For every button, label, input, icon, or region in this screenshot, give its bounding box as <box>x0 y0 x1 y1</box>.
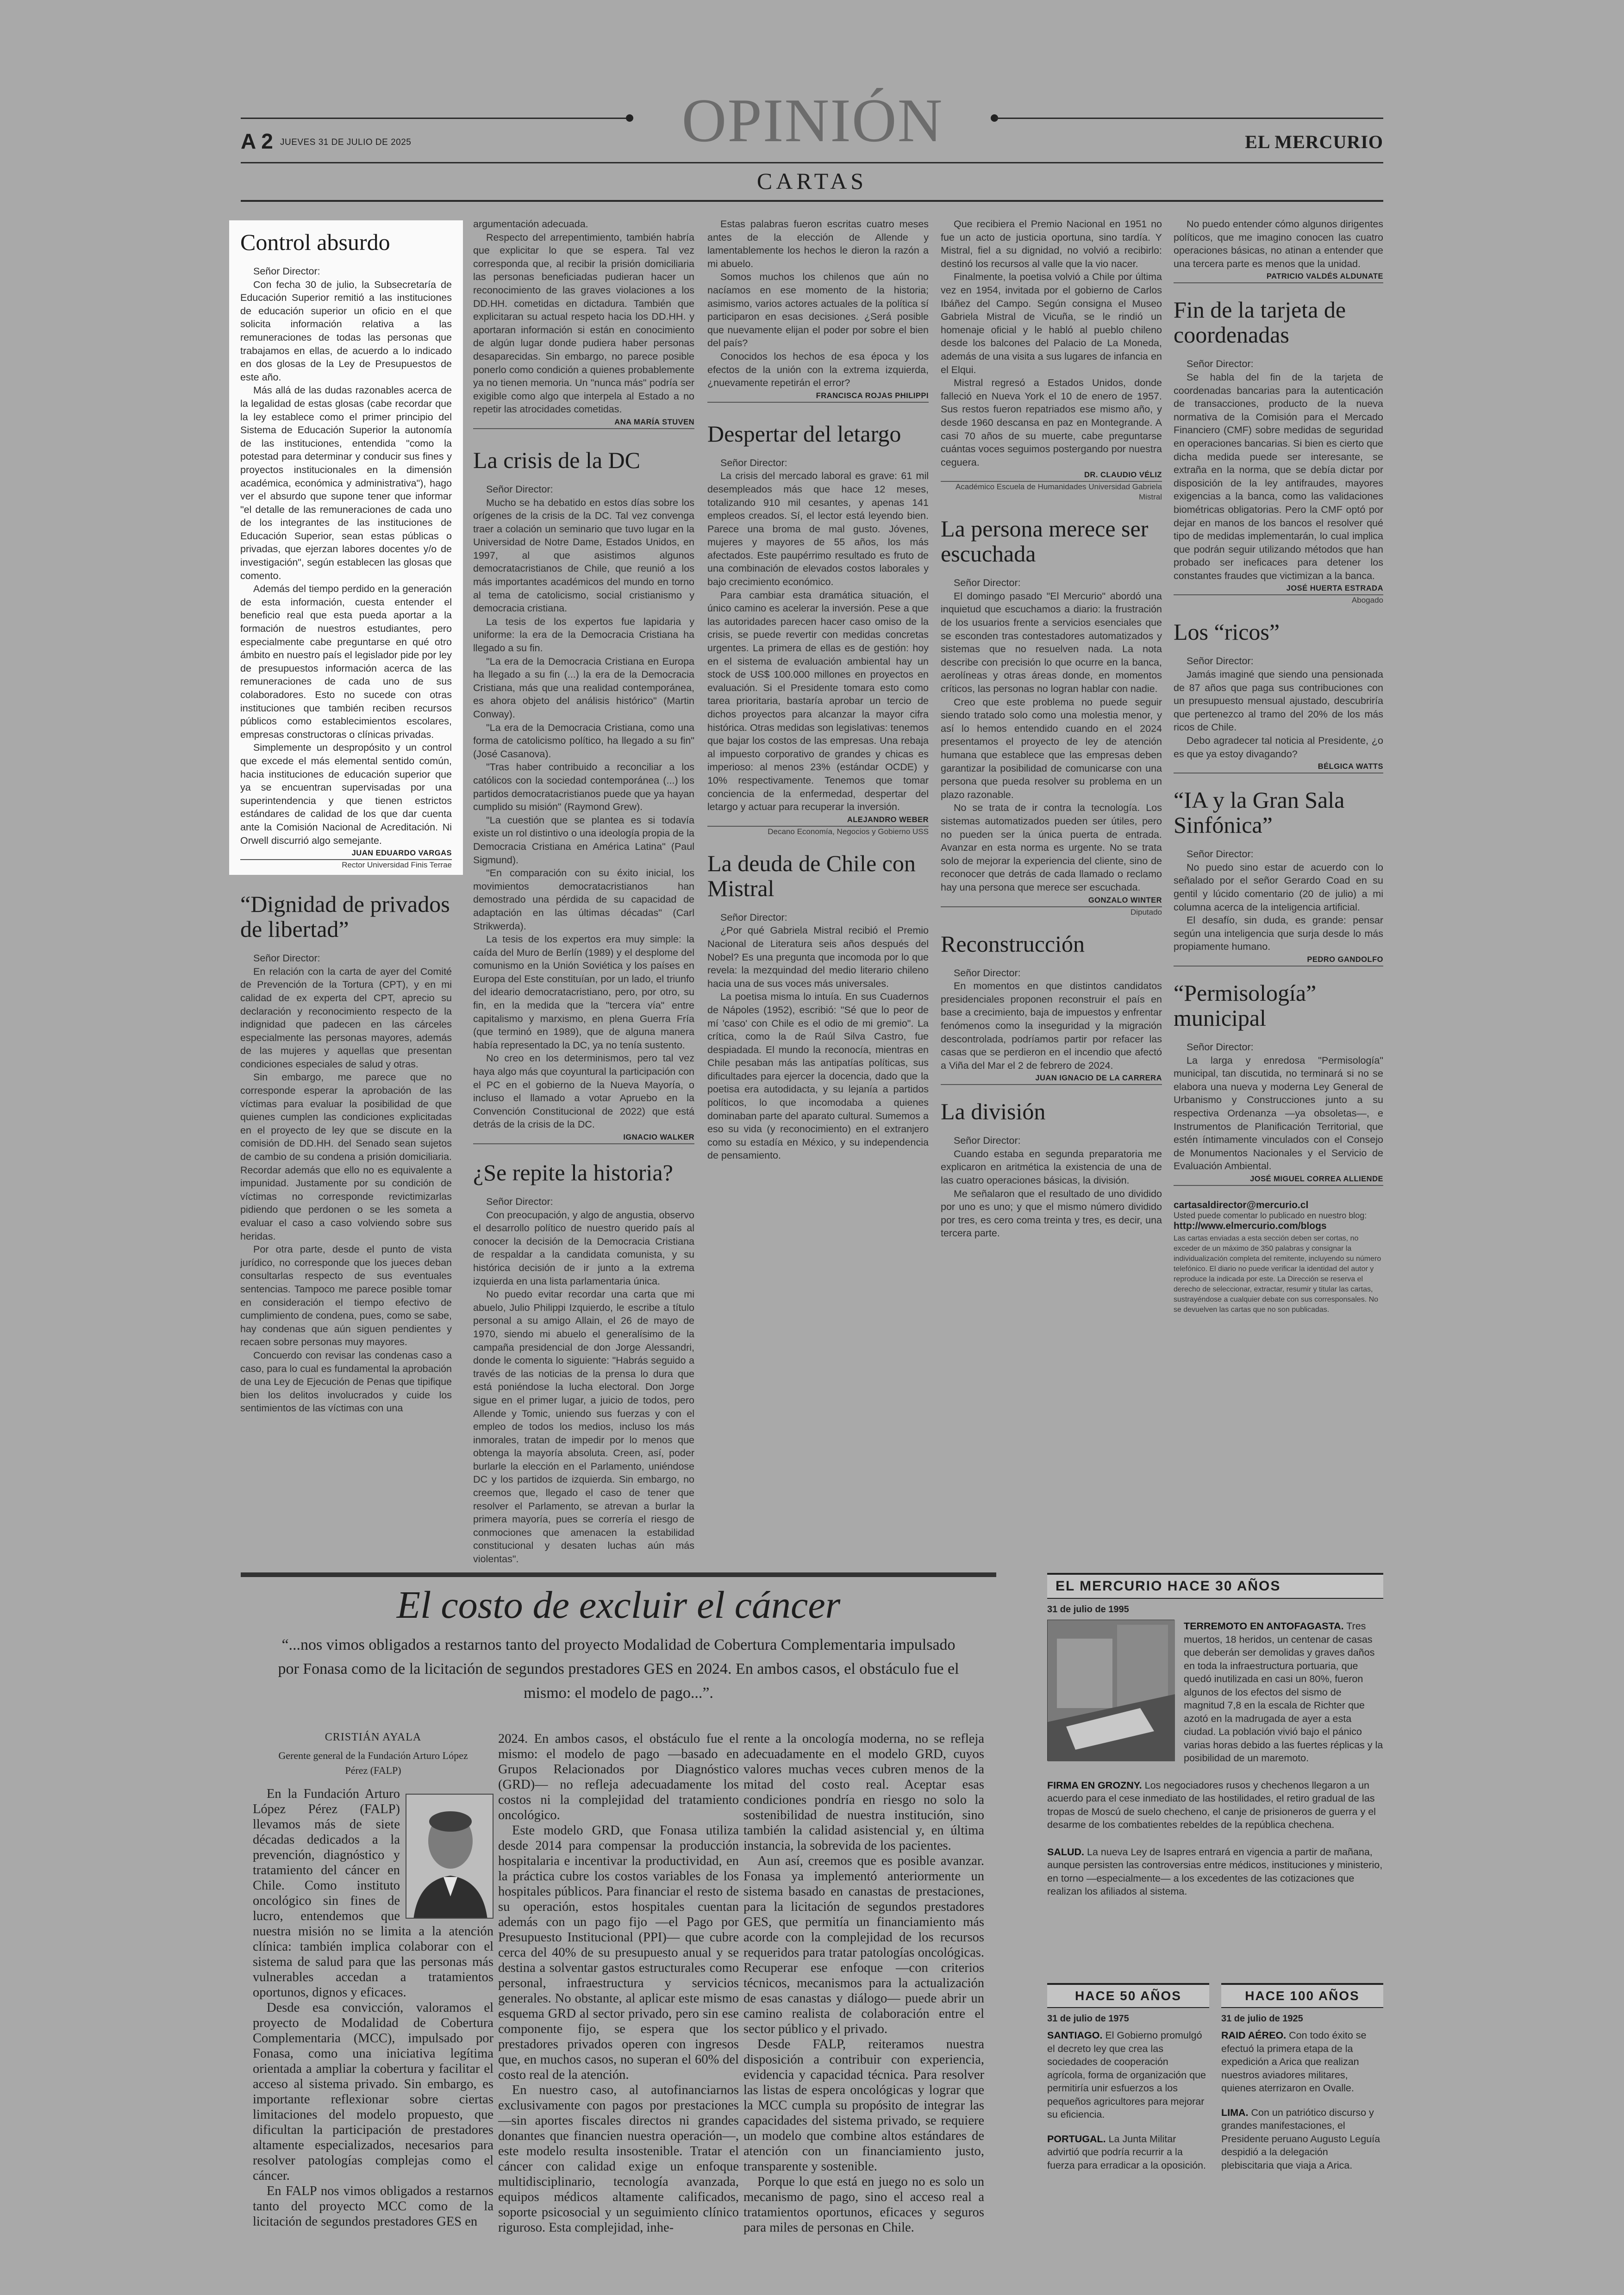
letter-salutation: Señor Director: <box>1187 1041 1254 1053</box>
history-item-text: Con todo éxito se efectuó la primera etapa de la expedición a Arica que realizan nuestros aviadores militares, quienes aterrizaron en Ovalle. <box>1221 2030 1367 2094</box>
history-50-body <box>1047 2029 1209 2172</box>
column-paragraph: 2024. En ambos casos, el obstáculo fue el mismo: el modelo de pago —basado en Grupos Relacionados por Diagnóstico (GRD)— no refleja adecuadamente los costos ni la complejidad del tratamiento oncológico. <box>498 1732 739 1822</box>
contact-box <box>1174 1200 1383 1315</box>
letter-body <box>707 456 929 814</box>
column-paragraph: Este modelo GRD, que Fonasa utiliza desde 2014 para compensar la producción hospitalaria e incentivar la productividad, en la práctica cubre los costos variables de los hospitales públicos. Para financiar el resto de su operación, estos hospitales cuentan además con un pago fijo —el Pago por Presupuesto Institucional (PPI)— que cubre cerca del 40% de su presupuesto anual y se destina a solventar gastos estructurales como personal, infraestructura y servicios generales. No obstante, al aplicar este mismo esquema GRD al sector privado, pero sin ese componente fijo, se espera que los prestadores privados operen con ingresos que, en muchos casos, no superan el 60% del costo real de la atención. <box>498 1823 739 2082</box>
letter-signature: FRANCISCA ROJAS PHILIPPI <box>707 392 929 403</box>
letter-body <box>707 218 929 390</box>
letter-signature: JUAN EDUARDO VARGAS <box>240 849 452 860</box>
letter-body <box>1174 848 1383 954</box>
history-item-text: Tres muertos, 18 heridos, un centenar de casas que deberán ser demolidas y graves daños en toda la infraestructura portuaria, que quedó inutilizada en casi un 80%, fueron algunos de los efectos del sismo de magnitud 7,8 en la escala de Richter que azotó en la madrugada de ayer a esta ciudad. La población vivió bajo el pánico varias horas debido a las fuertes réplicas y la posibilidad de un maremoto. <box>1184 1621 1383 1764</box>
history-item-head: LIMA. <box>1221 2107 1249 2118</box>
history-item-head: TERREMOTO EN ANTOFAGASTA. <box>1184 1621 1344 1632</box>
letter-title: La división <box>941 1098 1046 1125</box>
header-rule-mid <box>241 162 1383 163</box>
contact-blog-note: Usted puede comentar lo publicado en nuestro blog: <box>1174 1210 1367 1220</box>
header-rule-right <box>995 118 1383 119</box>
letter-salutation: Señor Director: <box>954 1135 1021 1147</box>
letter-title: Fin de la tarjeta de coordenadas <box>1174 297 1346 348</box>
letter-paragraph: Por otra parte, desde el punto de vista jurídico, no corresponde que los jueces deban consultarlas respecto de sus eventuales sentencias. Tampoco me parece posible tomar en consideración el tiempo efectivo de cumplimiento de condena, pues, como se sabe, hay condenas que aún siguen pendientes y recaen sobre personas muy mayores. <box>240 1244 452 1348</box>
letter-signature: IGNACIO WALKER <box>473 1133 694 1144</box>
letter-salutation: Señor Director: <box>954 577 1021 589</box>
letter-paragraph: Estas palabras fueron escritas cuatro meses antes de la elección de Allende y lamentablemente los hechos le dieron la razón a mi abuelo. <box>707 218 929 269</box>
letter-paragraph: Con fecha 30 de julio, la Subsecretaría de Educación Superior remitió a las instituciones de educación superior un oficio en el que solicita información relativa a las remuneraciones de todas las personas que trabajamos en ellas, de acuerdo a lo indicado en dos glosas de la Ley de Presupuestos de este año. <box>240 279 452 383</box>
author-photo <box>406 1794 493 1919</box>
letter-title: La deuda de Chile con Mistral <box>707 850 916 901</box>
letter-paragraph: "La era de la Democracia Cristiana, como una forma de catolicismo político, ha llegado a su fin" (José Casanova). <box>473 722 694 760</box>
history-100-body <box>1221 2029 1383 2172</box>
letter-paragraph: Debo agradecer tal noticia al Presidente, ¿o es que ya estoy divagando? <box>1174 735 1383 760</box>
history-item-text: El Gobierno promulgó el decreto ley que crea las sociedades de cooperación agrícola, forma de organización que permitiría unir esfuerzos a los pequeños agricultores para mejorar su eficiencia. <box>1047 2030 1206 2120</box>
letter-paragraph: Más allá de las dudas razonables acerca de la legalidad de estas glosas (cabe recordar que la ley establece como el primer principio del Sistema de Educación Superior la autonomía de las instituciones, entendida "como la potestad para determinar y conducir sus fines y proyectos institucionales en la dimensión académica, económica y administrativa"), hago ver el absurdo que supone tener que informar "el detalle de las remuneraciones de cada uno de los integrantes de las instituciones de Educación Superior, sean estas públicas o privadas, que ejerzan labores docentes y/o de investigación", según establecen las glosas que comento. <box>240 385 452 581</box>
history-50-box <box>1047 1983 1209 2172</box>
letter-paragraph: En momentos en que distintos candidatos presidenciales proponen reconstruir el país en base a crecimiento, baja de impuestos y enfrentar fenómenos como la inseguridad y la migración descontrolada, podríamos partir por refacer las casas que se perdieron en el incendio que afectó a Viña del Mar el 2 de febrero de 2024. <box>941 980 1162 1071</box>
letter-paragraph: La poetisa misma lo intuía. En sus Cuadernos de Nápoles (1952), escribió: "Sé que lo peor de mí 'caso' con Chile es el odio de mi gremio". La crítica, como la de Raúl Silva Castro, fue despiadada. El mundo la reconocía, mientras en Chile pesaban más las antipatías políticas, sus dificultades para ejercer la docencia, dado que la poetisa era autodidacta, y su lejanía a partidos políticos, lo que incomodaba a quienes dominaban parte del aparato cultural. Sumemos a eso su vida (y reconocimiento) en el extranjero como su estadía en México, y su independencia de pensamiento. <box>707 991 929 1161</box>
letter-title: ¿Se repite la historia? <box>473 1160 673 1185</box>
letter-signature: PATRICIO VALDÉS ALDUNATE <box>1174 272 1383 283</box>
letter-control-absurdo <box>229 220 463 875</box>
history-item-head: FIRMA EN GROZNY. <box>1047 1779 1142 1791</box>
letter-body <box>1174 1041 1383 1173</box>
contact-email[interactable]: cartasaldirector@mercurio.cl <box>1174 1199 1309 1210</box>
section-title: OPINIÓN <box>681 86 943 155</box>
column-paragraph: Desde FALP, reiteramos nuestra disposición a contribuir con experiencia, evidencia y capacidad técnica. Para resolver las listas de espera oncológicas y lograr que la MCC cumpla su propósito de integrar las capacidades del sistema privado, se requiere un modelo que combine altos estándares de atención con un financiamiento justo, transparente y sostenible. <box>743 2037 984 2174</box>
contact-rules: Las cartas enviadas a esta sección deben ser cortas, no exceder de un máximo de 350 palabras y consignar la individualización completa del remitente, incluyendo su número telefónico. El diario no puede verificar la identidad del autor y reproduce la indicada por este. La Dirección se reserva el derecho de seleccionar, extractar, resumir y titular las cartas, sustrayéndose a cualquier debate con sus corresponsales. No se devuelven las cartas que no son publicadas. <box>1174 1234 1381 1314</box>
letter-title: “Permisología” municipal <box>1174 979 1317 1031</box>
letter-title: La crisis de la DC <box>473 447 641 473</box>
letter-signature: BÉLGICA WATTS <box>1174 762 1383 773</box>
column-col-3 <box>743 1731 984 2235</box>
letter-paragraph: Mistral regresó a Estados Unidos, donde falleció en Nueva York el 10 de enero de 1957. Sus restos fueron repatriados ese mismo año, y desde 1960 descansa en paz en Montegrande. A casi 70 años de su muerte, cabe preguntarse cuántas voces seguimos postergando por nuestra ceguera. <box>941 377 1162 468</box>
letter-body <box>941 1134 1162 1240</box>
letter-title: La persona merece ser escuchada <box>941 516 1149 567</box>
column-title: El costo de excluir el cáncer <box>396 1584 841 1627</box>
history-50-title: HACE 50 AÑOS <box>1047 1983 1209 2008</box>
letter-paragraph: "La cuestión que se plantea es si todavía existe un rol distintivo o una ideología propia de la Democracia Cristiana en América Latina" (Paul Sigmund). <box>473 814 694 866</box>
letter-paragraph: Respecto del arrepentimiento, también habría que explicitar lo que se espera. Tal vez corresponda que, al recibir la prisión domiciliaria las personas beneficiadas pudieran hacer un reconocimiento de las graves violaciones a los DD.HH. cometidas en dictadura. También que explicitaran su actual respeto hacia los DD.HH. y aportaran información si están en conocimiento de algún lugar donde pudiera haber personas desaparecidas. Sin embargo, no parece posible ponerlo como condición a quienes probablemente ya no tienen memoria. Un "nunca más" podría ser exigible como algo que interpela al Estado a no repetir las atrocidades cometidas. <box>473 231 694 415</box>
letter-signature-role: Rector Universidad Finis Terrae <box>342 861 452 870</box>
letter-title: Control absurdo <box>240 229 390 255</box>
letter-paragraph: No puedo sino estar de acuerdo con lo señalado por el señor Gerardo Coad en su gentil y lúcido comentario (20 de julio) a mi columna acerca de la inteligencia artificial. <box>1174 861 1383 913</box>
history-50-date: 31 de julio de 1975 <box>1047 2014 1129 2024</box>
earthquake-image <box>1048 1620 1175 1761</box>
letter-paragraph: La tesis de los expertos fue lapidaria y uniforme: la era de la Democracia Cristiana ha llegado a su fin. <box>473 616 694 654</box>
letter-paragraph: Finalmente, la poetisa volvió a Chile por última vez en 1954, invitada por el gobierno de Carlos Ibáñez del Campo. Según consigna el Museo Gabriela Mistral de Vicuña, se le rindió un homenaje oficial y le habló al pueblo chileno desde los balcones del Palacio de La Moneda, además de una visita a sus lugares de infancia en el Elqui. <box>941 271 1162 375</box>
history-100-box <box>1221 1983 1383 2172</box>
column-body-1 <box>253 1786 493 2229</box>
letter-paragraph: Para cambiar esta dramática situación, el único camino es acelerar la inversión. Pese a que las autoridades parecen hacer caso omiso de la crisis, se puede revertir con medidas concretas urgentes. La primera de ellas es de gestión: hoy en el sistema de evaluación ambiental hay un stock de US$ 100.000 millones en proyectos en evaluación. Si el Presidente tomara esto como tarea prioritaria, bastaría aprobar un tercio de dichos proyectos para alcanzar la mayor cifra histórica. Otras medidas son legislativas: tenemos que bajar los costos de las empresas. Una rebaja al impuesto corporativo de grandes y chicas es imperioso: al menos 23% (estándar OCDE) y 10% respectivamente. Tenemos que tomar conciencia de la enfermedad, despertar del letargo y actuar para recuperar la inversión. <box>707 589 929 813</box>
column-author-role: Gerente general de la Fundación Arturo López Pérez (FALP) <box>278 1750 468 1776</box>
column-quote: “...nos vimos obligados a restarnos tanto del proyecto Modalidad de Cobertura Complementaria impulsado por Fonasa como de la licitación de segundos prestadores GES en 2024. En ambos casos, el obstáculo fue el mismo: el modelo de pago...”. <box>278 1636 959 1702</box>
letter-body <box>240 952 452 1415</box>
history-item <box>1221 2106 1383 2172</box>
history-item-head: RAID AÉREO. <box>1221 2030 1287 2041</box>
letter-signature: PEDRO GANDOLFO <box>1174 955 1383 967</box>
letter-title: Despertar del letargo <box>707 420 901 447</box>
letter-body <box>1174 357 1383 582</box>
column-top-rule <box>241 1572 996 1577</box>
letter-paragraph: No creo en los determinismos, pero tal vez haya algo más que coyuntural la participación con el PC en el gobierno de la Nueva Mayoría, o incluso el llamado a votar Apruebo en la Convención Constitucional de 2022) que está detrás de la crisis de la DC. <box>473 1053 694 1130</box>
letter-signature: GONZALO WINTER <box>941 896 1162 907</box>
letter-salutation: Señor Director: <box>486 1196 553 1207</box>
contact-blog-link[interactable]: http://www.elmercurio.com/blogs <box>1174 1220 1327 1231</box>
letter-salutation: Señor Director: <box>720 911 787 923</box>
history-100-date: 31 de julio de 1925 <box>1221 2014 1303 2024</box>
letter-paragraph: Me señalaron que el resultado de uno dividido por uno es uno; y que el mismo número dividido por tres, es cero coma treinta y tres, es decir, una tercera parte. <box>941 1188 1162 1239</box>
letter-paragraph: En relación con la carta de ayer del Comité de Prevención de la Tortura (CPT), y en mi calidad de ex experta del CPT, aprecio su declaración y reconocimiento respecto de la indignidad que padecen en las cárceles especialmente las personas mayores, además de las mujeres y aquellas que presentan condiciones especiales de salud y otras. <box>240 966 452 1070</box>
column-paragraph: Aun así, creemos que es posible avanzar. Fonasa ya implementó anteriormente un sistema basado en canastas de prestaciones, para la licitación de segundos prestadores GES, que permitía un financiamiento más acorde con la complejidad de los recursos requeridos para tratar patologías oncológicas. Recuperar ese enfoque —con criterios técnicos, mecanismos para la actualización de esas canastas y diálogo— puede abrir un camino realista de colaboración entre el sector público y el privado. <box>743 1854 984 2036</box>
history-item-head: SALUD. <box>1047 1846 1085 1858</box>
letter-salutation: Señor Director: <box>1187 848 1254 860</box>
letter-salutation: Señor Director: <box>1187 358 1254 370</box>
letter-paragraph: Concuerdo con revisar las condenas caso a caso, para lo cual es fundamental la aprobación de una Ley de Ejecución de Penas que tipifique bien los delitos involucrados y cuide los sentimientos de las víctimas con una <box>240 1349 452 1414</box>
history-item <box>1047 2133 1209 2172</box>
letter-dignidad <box>229 892 463 1415</box>
letter-body <box>1174 218 1383 270</box>
history-item <box>1221 2029 1383 2095</box>
letter-paragraph: No puedo entender cómo algunos dirigentes políticos, que me imagino conocen las cuatro operaciones básicas, no atinan a entender que una tercera parte es menos que la unidad. <box>1174 218 1383 269</box>
letter-body <box>941 218 1162 469</box>
history-30-date: 31 de julio de 1995 <box>1047 1604 1129 1615</box>
letter-signature: JOSÉ MIGUEL CORREA ALLIENDE <box>1174 1175 1383 1186</box>
history-item-text: Los negociadores rusos y chechenos llegaron a un acuerdo para el cese inmediato de las hostilidades, el retiro gradual de las tropas de Moscú de suelo checheno, el canje de prisioneros de guerra y el desarme de los combatientes rebeldes de la república chechena. <box>1047 1779 1376 1830</box>
history-30-body <box>1047 1620 1383 1898</box>
column-paragraph: En la Fundación Arturo López Pérez (FALP) llevamos más de siete décadas dedicados a la prevención, diagnóstico y tratamiento del cáncer en Chile. Como instituto oncológico sin fines de lucro, entendemos que nuestra misión no se limita a la atención clínica: también implica colaborar con el sistema de salud para que las personas más vulnerables accedan a tratamientos oportunos, dignos y eficaces. <box>253 1787 493 2000</box>
history-item <box>1047 2029 1209 2121</box>
letter-paragraph: Simplemente un despropósito y un control que excede el más elemental sentido común, hacia instituciones de educación superior que ya se encuentran supervisadas por una superintendencia y que tienen estrictos estándares de calidad de los que dar cuenta ante la Comisión Nacional de Acreditación. Ni Orwell discurrió algo semejante. <box>240 742 452 846</box>
letter-body <box>473 218 694 416</box>
column-col-2 <box>498 1731 739 2235</box>
history-30-title: EL MERCURIO HACE 30 AÑOS <box>1047 1573 1383 1599</box>
brand-logo: EL MERCURIO <box>1245 131 1383 152</box>
letter-body <box>941 576 1162 894</box>
letters-column-4 <box>941 218 1162 1240</box>
letter-paragraph: argumentación adecuada. <box>473 218 588 230</box>
earthquake-photo <box>1047 1620 1174 1761</box>
letters-column-5 <box>1174 218 1383 1315</box>
letter-paragraph: Jamás imaginé que siendo una pensionada de 87 años que paga sus contribuciones con un presupuesto mensual ajustado, descubriría que pertenezco al tramo del 20% de los más ricos de Chile. <box>1174 669 1383 733</box>
letter-paragraph: Que recibiera el Premio Nacional en 1951 no fue un acto de justicia oportuna, sino tardía. Y Mistral, fiel a su dignidad, no volvió a recibirlo: destinó los recursos al valle que la vio nacer. <box>941 218 1162 269</box>
letter-signature: ALEJANDRO WEBER <box>707 816 929 827</box>
letter-paragraph: Somos muchos los chilenos que aún no nacíamos en ese momento de la historia; asimismo, varios actores actuales de la política sí participaron en esas decisiones. ¿Será posible que nuevamente elijan el poder por sobre el bien del país? <box>707 271 929 349</box>
letter-paragraph: La tesis de los expertos era muy simple: la caída del Muro de Berlín (1989) y el desplome del comunismo en la Unión Soviética y los países en Europa del Este constituían, por un lado, el triunfo del ideario democratacristiano, pero, por otro, su fin, en la medida que la "tercera vía" entre capitalismo y marxismo, en plena Guerra Fría (que terminó en 1989), que de alguna manera había representado la DC, ya no tenía sustento. <box>473 934 694 1051</box>
letter-paragraph: Cuando estaba en segunda preparatoria me explicaron en aritmética la existencia de una de las cuatro operaciones básicas, la división. <box>941 1148 1162 1186</box>
letter-signature-role: Académico Escuela de Humanidades Universidad Gabriela Mistral <box>955 482 1162 502</box>
letter-paragraph: Conocidos los hechos de esa época y los efectos de la unión con la extrema izquierda, ¿nuevamente repetirán el error? <box>707 350 929 389</box>
page-number: A 2 <box>241 129 273 153</box>
letter-paragraph: No puedo evitar recordar una carta que mi abuelo, Julio Philippi Izquierdo, le escribe a título personal a su amigo Allain, el 26 de mayo de 1970, siendo mi abuelo el generalísimo de la campaña presidencial de don Jorge Alessandri, donde le comenta lo siguiente: "Habrás seguido a través de las noticias de la prensa lo dura que está poniéndose la lucha electoral. Don Jorge sigue en el primer lugar, a juicio de todos, pero Allende y Tomic, uniendo sus fuerzas y con el empleo de todos los medios, incluso los más inmorales, tratan de impedir por lo menos que obtenga la mayoría absoluta. Creen, así, poder burlarle la elección en el Parlamento, uniéndose DC y los partidos de izquierda. Sin embargo, no creemos que, llegado el caso de tener que resolver el Parlamento, se atrevan a burlar la primera mayoría, pues se correría el riesgo de conmociones que amenacen la estabilidad constitucional y desaten luchas aún más violentas". <box>473 1289 694 1565</box>
letter-body <box>941 967 1162 1073</box>
letter-signature-role: Abogado <box>1351 596 1383 605</box>
column-paragraph: Desde esa convicción, valoramos el proyecto de Modalidad de Cobertura Complementaria (MCC), impulsado por Fonasa, como una iniciativa legítima orientada a ampliar la cobertura y facilitar el acceso al sistema privado. Sin embargo, es importante reflexionar sobre ciertas limitaciones del modelo propuesto, que dificultan la participación de prestadores altamente especializados, necesarios para resolver patologías complejas como el cáncer. <box>253 2001 493 2183</box>
header-rule-left <box>241 118 629 119</box>
letter-signature: DR. CLAUDIO VÉLIZ <box>941 471 1162 482</box>
column-col-1 <box>253 1731 493 2229</box>
letter-signature: ANA MARÍA STUVEN <box>473 418 694 429</box>
letter-paragraph: Se habla del fin de la tarjeta de coordenadas bancarias para la autenticación de transacciones, producto de la nueva normativa de la Comisión para el Mercado Financiero (CMF) sobre medidas de seguridad en operaciones bancarias. Si bien es cierto que dicha medida puede ser interesante, se extraña en la norma, que se debía dictar por disposición de la ley antifraudes, mayores exigencias a la banca, como las validaciones biométricas obligatorias. Pero la CMF optó por dejar en manos de los bancos el resolver qué tipo de medidas implementarán, lo cual implica que podrán seguir utilizando métodos que han probado ser ineficaces para detener los constantes fraudes que victimizan a la banca. <box>1174 371 1383 581</box>
history-item-head: PORTUGAL. <box>1047 2133 1106 2145</box>
letter-salutation: Señor Director: <box>1187 655 1254 667</box>
history-item <box>1047 1779 1383 1832</box>
letter-paragraph: La crisis del mercado laboral es grave: 61 mil desempleados más que hace 12 meses, totalizando 910 mil cesantes, y apenas 141 empleos creados. Sí, el lector está leyendo bien. Parece una broma de mal gusto. Jóvenes, mujeres y mayores de 55 años, los más afectados. Este paupérrimo resultado es fruto de una combinación de elevados costos laborales y bajo crecimiento económico. <box>707 470 929 588</box>
column-author: CRISTIÁN AYALA <box>325 1731 422 1743</box>
letter-salutation: Señor Director: <box>253 953 320 964</box>
history-item <box>1047 1846 1383 1898</box>
column-paragraph: En FALP nos vimos obligados a restarnos tanto del proyecto MCC como de la licitación de segundos prestadores GES en <box>253 2184 493 2229</box>
letter-paragraph: La larga y enredosa "Permisología" municipal, tan discutida, no terminará si no se elabora una nueva y moderna Ley General de Urbanismo y Construcciones junto a su respectiva Ordenanza —ya obsoletas—, e Instrumentos de Planificación Territorial, que estén íntimamente vinculados con el Consejo de Monumentos Nacionales y el Servicio de Evaluación Ambiental. <box>1174 1054 1383 1172</box>
letters-column-2 <box>473 218 694 1566</box>
page-date: JUEVES 31 DE JULIO DE 2025 <box>280 137 412 147</box>
letter-salutation: Señor Director: <box>253 266 320 277</box>
history-item-head: SANTIAGO. <box>1047 2030 1103 2041</box>
portrait-image <box>406 1795 493 1919</box>
letter-paragraph: Además del tiempo perdido en la generación de esta información, cuesta entender el beneficio real que esta pueda aportar a la formación de nuestros estudiantes, pero especialmente cabe preguntarse en qué otro ámbito en nuestro país el legislador pide por ley de presupuestos información acerca de las remuneraciones de cada uno de sus colaboradores. Esto no sucede con otras instituciones que también reciben recursos públicos como establecimientos escolares, empresas constructoras o clínicas privadas. <box>240 583 452 740</box>
opinion-column <box>241 1578 996 2250</box>
letter-paragraph: El domingo pasado "El Mercurio" abordó una inquietud que escuchamos a diario: la frustración de los usuarios frente a servicios esenciales que se esconden tras contestadores automatizados y sistemas que no resuelven nada. La nota describe con precisión lo que ocurre en la banca, aerolíneas y otras áreas donde, en momentos críticos, las personas no logran hablar con nadie. <box>941 590 1162 695</box>
letter-title: “Dignidad de privados de libertad” <box>240 891 450 942</box>
letter-title: Los “ricos” <box>1174 619 1280 645</box>
letter-signature: JUAN IGNACIO DE LA CARRERA <box>941 1074 1162 1085</box>
history-30-box <box>1047 1573 1383 1898</box>
letter-salutation: Señor Director: <box>954 967 1021 979</box>
letter-paragraph: Creo que este problema no puede seguir siendo tratado solo como una molestia menor, y así lo hemos entendido cuando en el 2024 presentamos el proyecto de ley de atención humana que establece que las empresas deben garantizar la posibilidad de comunicarse con una persona que pueda resolver su problema en un plazo razonable. <box>941 696 1162 800</box>
letter-body <box>707 911 929 1162</box>
header-dot-left <box>626 114 633 122</box>
column-paragraph: rente a la oncología moderna, no se refleja adecuadamente en el modelo GRD, cuyos valores muchas veces cubren menos de la mitad del costo real. Aceptar esas condiciones pondría en riesgo no solo la sostenibilidad de nuestra institución, sino también la calidad asistencial y, en última instancia, la sobrevida de los pacientes. <box>743 1732 984 1853</box>
column-paragraph: En nuestro caso, al autofinanciarnos exclusivamente con pagos por prestaciones —sin aportes fiscales directos ni grandes donantes que financien nuestra operación—, este modelo resulta insostenible. Tratar el cáncer con calidad exige un enfoque multidisciplinario, tecnología avanzada, equipos médicos altamente calificados, soporte psicosocial y un seguimiento clínico riguroso. Esta complejidad, inhe- <box>498 2083 739 2235</box>
letter-paragraph: No se trata de ir contra la tecnología. Los sistemas automatizados pueden ser útiles, pero no pueden ser la única puerta de entrada. Avanzar en esta norma es urgente. No se trata solo de mejorar la experiencia del cliente, sino de reconocer que detrás de cada llamado o reclamo hay una persona que merece ser escuchada. <box>941 802 1162 893</box>
history-100-title: HACE 100 AÑOS <box>1221 1983 1383 2008</box>
letter-salutation: Señor Director: <box>486 483 553 495</box>
history-item-text: La nueva Ley de Isapres entrará en vigencia a partir de mañana, aunque persisten las controversias entre médicos, instituciones y ministerio, en torno —especialmente— a los excedentes de las cotizaciones que realizan los afiliados al sistema. <box>1047 1846 1383 1897</box>
letter-body <box>240 265 452 847</box>
column-paragraph: Porque lo que está en juego no es solo un mecanismo de pago, sino el acceso real a tratamientos oportunos, eficaces y seguros para miles de personas en Chile. <box>743 2175 984 2235</box>
letter-paragraph: "En comparación con su éxito inicial, los movimientos democratacristianos han demostrado una pérdida de su capacidad de adaptación en las últimas décadas" (Carl Strikwerda). <box>473 867 694 932</box>
letter-paragraph: El desafío, sin duda, es grande: pensar según una inteligencia que surja desde lo más propiamente humano. <box>1174 915 1383 953</box>
letter-paragraph: "Tras haber contribuido a reconciliar a los católicos con la sociedad contemporánea (...) los partidos democratacristianos puede que ya hayan cumplido su misión" (Raymond Grew). <box>473 761 694 813</box>
letter-title: Reconstrucción <box>941 930 1085 957</box>
letter-paragraph: Con preocupación, y algo de angustia, observo el desarrollo político de nuestro querido país al conocer la decisión de la Democracia Cristiana de respaldar a la candidata comunista, y su histórica decisión de ir junto a la extrema izquierda en una lista parlamentaria única. <box>473 1209 694 1287</box>
letter-signature-role: Decano Economía, Negocios y Gobierno USS <box>768 827 929 836</box>
letter-paragraph: ¿Por qué Gabriela Mistral recibió el Premio Nacional de Literatura seis años después del Nobel? Es una pregunta que incomoda por lo que revela: la mezquindad del medio literario chileno hacia una de sus voces más universales. <box>707 925 929 989</box>
letter-paragraph: "La era de la Democracia Cristiana en Europa ha llegado a su fin (...) la era de la Democracia Cristiana, más que una realidad contemporánea, es ahora objeto del análisis histórico" (Martin Conway). <box>473 655 694 720</box>
letter-paragraph: Mucho se ha debatido en estos días sobre los orígenes de la crisis de la DC. Tal vez convenga traer a colación un seminario que tuvo lugar en la Universidad de Notre Dame, Estados Unidos, en 1997, al que asistimos algunos democratacristianos de Chile, que reunió a los más importantes académicos del mundo en torno al tema de catolicismo, social cristianismo y democracia cristiana. <box>473 497 694 614</box>
letter-title: “IA y la Gran Sala Sinfónica” <box>1174 787 1345 838</box>
letter-signature: JOSÉ HUERTA ESTRADA <box>1174 584 1383 595</box>
letters-column-3 <box>707 218 929 1162</box>
letters-column-1 <box>229 218 463 1415</box>
history-item-text: Con un patriótico discurso y grandes manifestaciones, el Presidente peruano Augusto Leguía despidió a la delegación plebiscitaria que viaja a Arica. <box>1221 2107 1380 2171</box>
letter-body <box>1174 655 1383 761</box>
subsection-title: CARTAS <box>756 168 868 194</box>
letter-signature-role: Diputado <box>1130 907 1162 917</box>
letter-paragraph: Sin embargo, me parece que no corresponde esperar la aprobación de las víctimas para evaluar la posibilidad de que quienes cumplen las condiciones explicitadas en el proyecto de ley que se discute en la comisión de DD.HH. del Senado sean sujetos de cambio de su condena a prisión domiciliaria. Recordar además que ello no es equivalente a impunidad. Justamente por su condición de víctimas no corresponde revictimizarlas pidiendo que perdonen o se les someta a evaluar el caso a caso volviendo sobre sus heridas. <box>240 1072 452 1242</box>
history-item-text: La Junta Militar advirtió que podría recurrir a la fuerza para erradicar a la oposición. <box>1047 2133 1206 2171</box>
header-rule-bottom <box>241 200 1383 202</box>
letter-salutation: Señor Director: <box>720 457 787 468</box>
letter-body <box>473 483 694 1131</box>
letter-body <box>473 1195 694 1566</box>
